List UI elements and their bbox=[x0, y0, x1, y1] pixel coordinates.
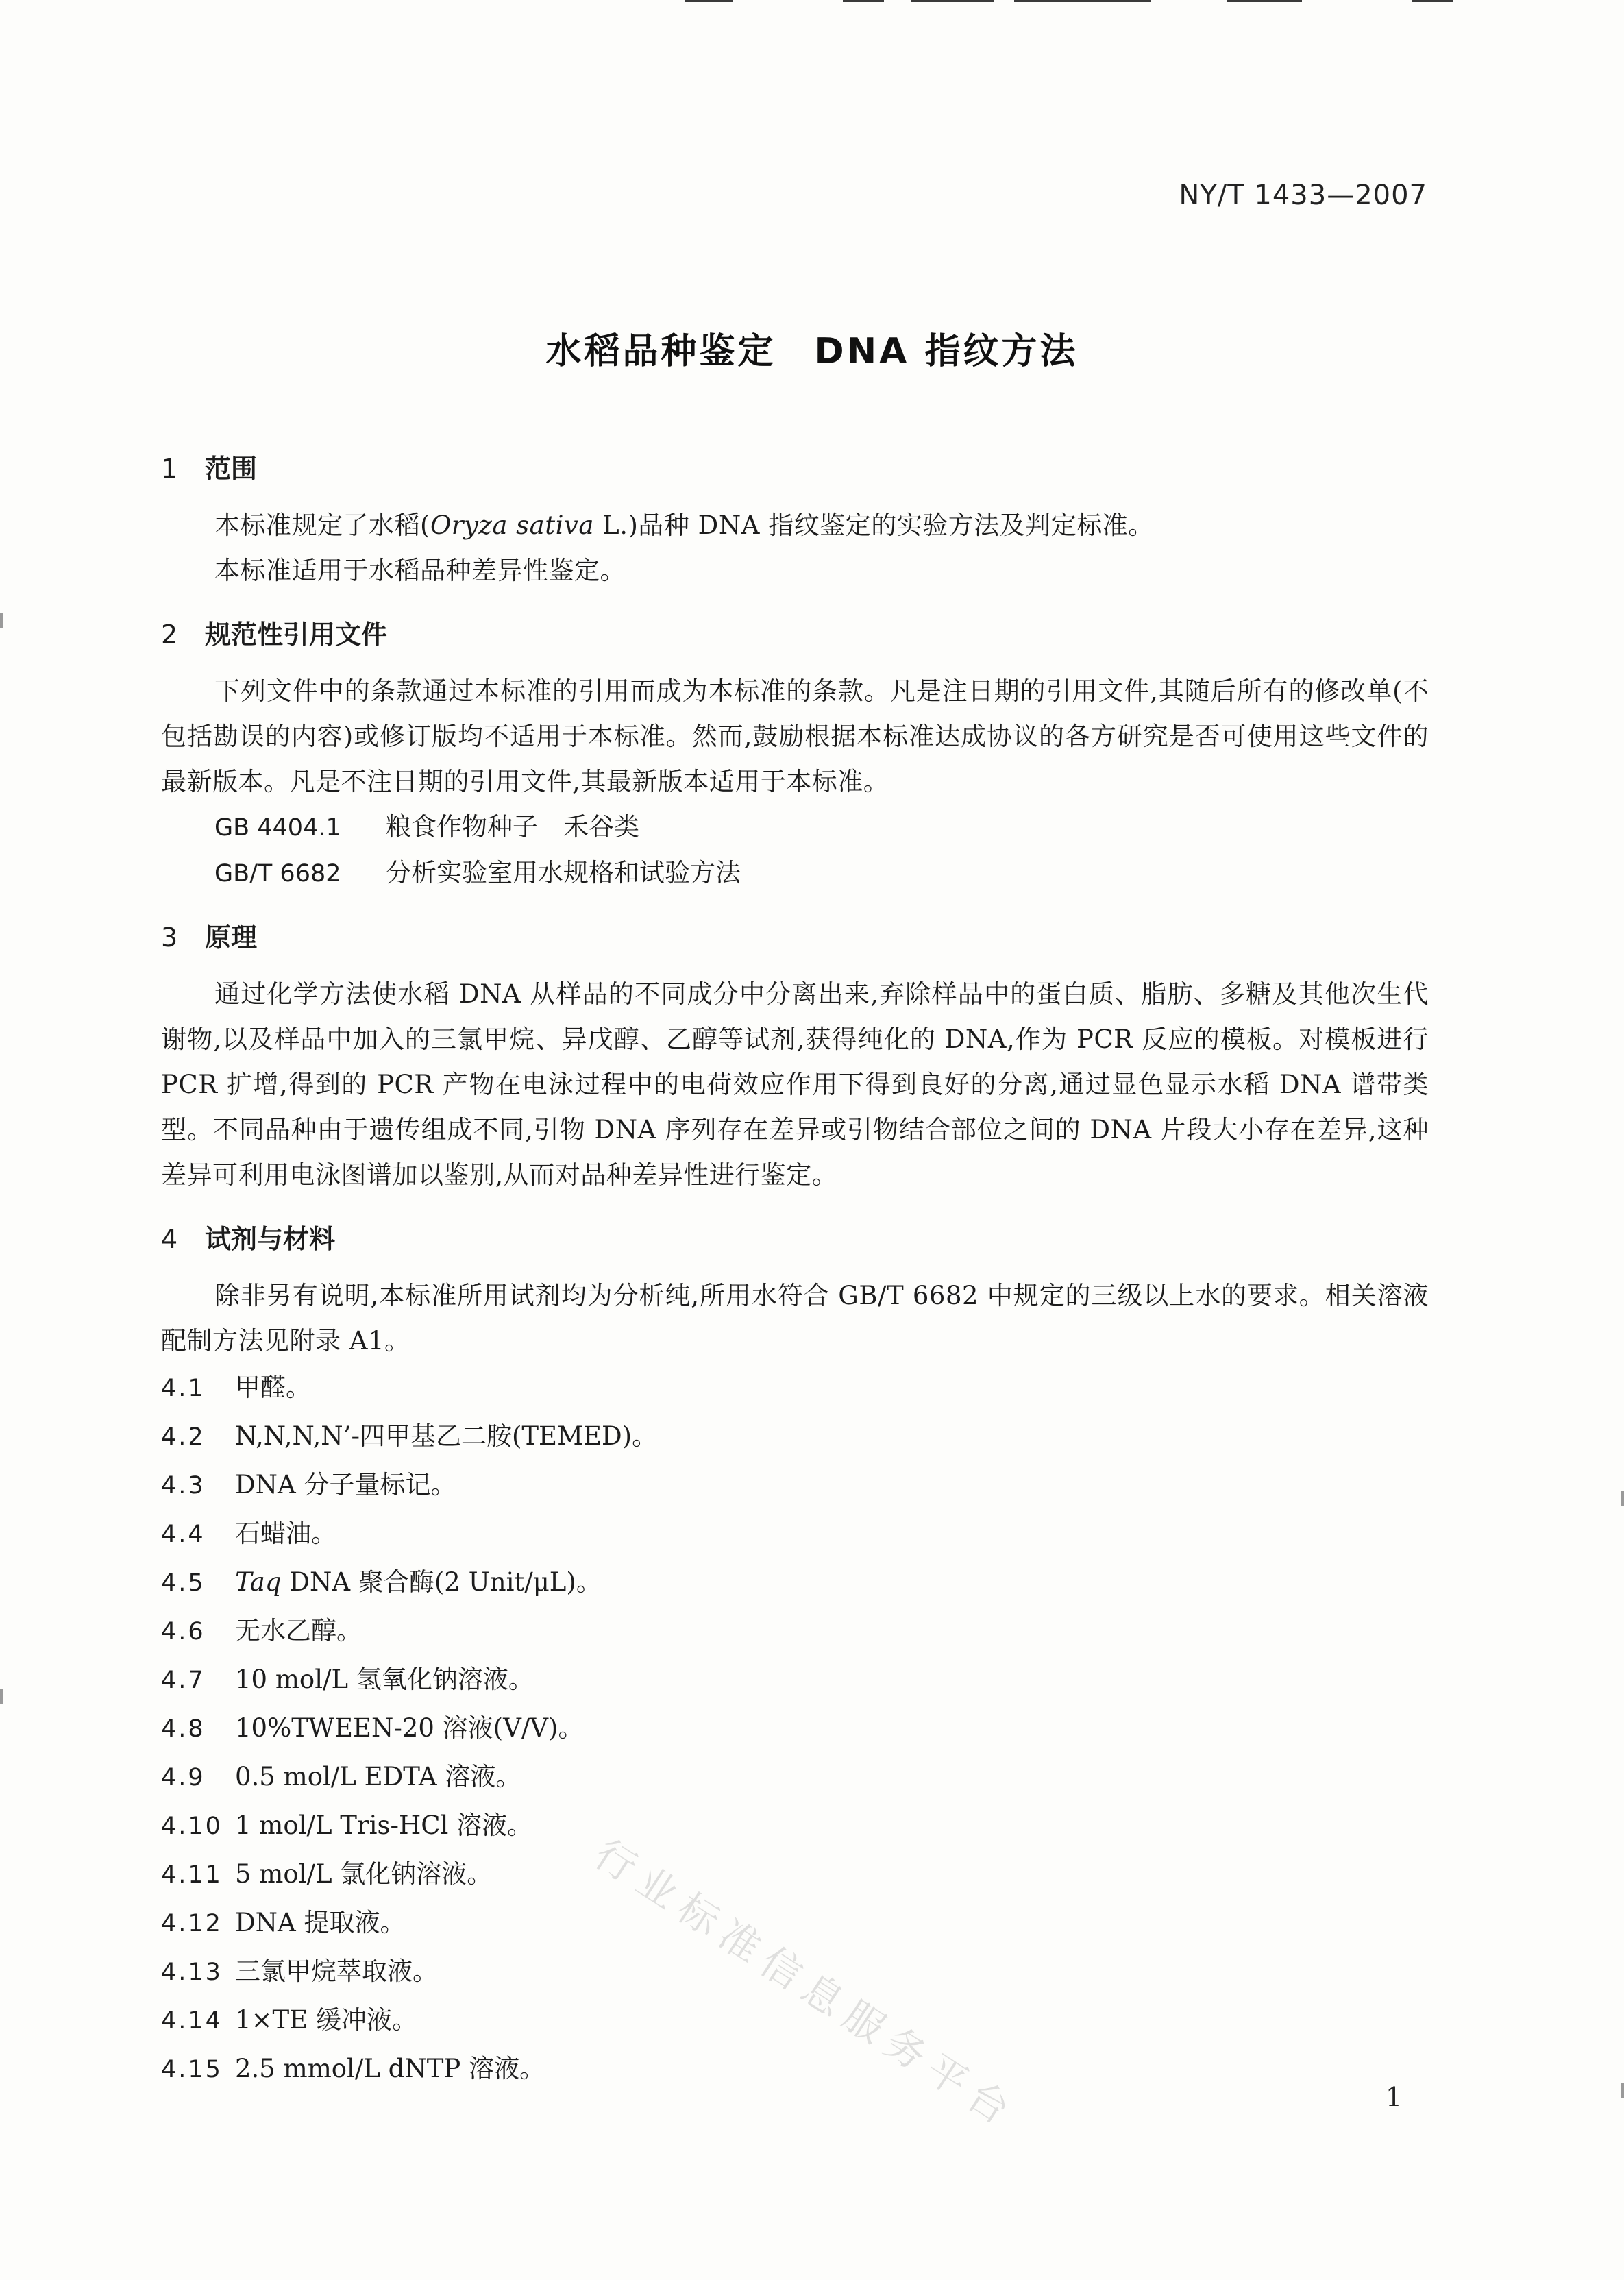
item-number: 4.1 bbox=[161, 1375, 206, 1402]
item-text: Taq DNA 聚合酶(2 Unit/μL)。 bbox=[235, 1567, 602, 1597]
item-number: 4.9 bbox=[161, 1764, 206, 1791]
section-number: 4 bbox=[161, 1224, 178, 1254]
item-text: 石蜡油。 bbox=[235, 1519, 336, 1548]
item-text: 10%TWEEN-20 溶液(V/V)。 bbox=[235, 1713, 584, 1743]
top-scan-mark bbox=[843, 0, 884, 2]
item-number: 4.8 bbox=[161, 1715, 206, 1743]
item-text: 2.5 mmol/L dNTP 溶液。 bbox=[235, 2054, 545, 2083]
item-number: 4.13 bbox=[161, 1959, 223, 1986]
paragraph: 通过化学方法使水稻 DNA 从样品的不同成分中分离出来,弃除样品中的蛋白质、脂肪、多糖及其他次生代谢物,以及样品中加入的三氯甲烷、异戊醇、乙醇等试剂,获得纯化的 DNA,作为 PCR 反应的模板。对模板进行 PCR 扩增,得到的 PCR 产物在电泳过程中的电荷效应作用下得到良好的分离,通过显色显示水稻 DNA 谱带类型。不同品种由于遗传组成不同,引物 DNA 序列存在差异或引物结合部位之间的 DNA 片段大小存在差异,这种差异可利用电泳图谱加以鉴别,从而对品种差异性进行鉴定。 bbox=[161, 979, 1429, 1190]
section-heading bbox=[161, 448, 1429, 489]
reference-code: GB/T 6682 bbox=[214, 860, 341, 887]
edge-scan-mark bbox=[0, 613, 3, 628]
section-heading bbox=[161, 917, 1429, 958]
paragraph: 下列文件中的条款通过本标准的引用而成为本标准的条款。凡是注日期的引用文件,其随后所有的修改单(不包括勘误的内容)或修订版均不适用于本标准。然而,鼓励根据本标准达成协议的各方研究是否可使用这些文件的最新版本。凡是不注日期的引用文件,其最新版本适用于本标准。 bbox=[161, 676, 1429, 796]
item-text: 10 mol/L 氢氧化钠溶液。 bbox=[235, 1665, 534, 1694]
list-item bbox=[161, 1558, 1429, 1607]
section-title: 试剂与材料 bbox=[205, 1224, 336, 1254]
reference-item bbox=[161, 850, 1429, 896]
list-item bbox=[161, 1461, 1429, 1510]
reference-title: 粮食作物种子 禾谷类 bbox=[386, 812, 639, 842]
edge-scan-mark bbox=[1621, 1491, 1624, 1506]
section-principle bbox=[161, 917, 1429, 1198]
item-number: 4.14 bbox=[161, 2007, 223, 2035]
list-item bbox=[161, 1802, 1429, 1850]
top-scan-mark bbox=[685, 0, 733, 2]
item-number: 4.10 bbox=[161, 1813, 223, 1840]
item-number: 4.12 bbox=[161, 1910, 223, 1937]
document-body bbox=[161, 448, 1429, 2094]
list-item bbox=[161, 1753, 1429, 1802]
section-title: 范围 bbox=[205, 454, 258, 484]
section-number: 3 bbox=[161, 922, 178, 953]
item-number: 4.11 bbox=[161, 1861, 223, 1889]
item-number: 4.7 bbox=[161, 1667, 206, 1694]
top-scan-mark bbox=[1227, 0, 1302, 2]
section-scope bbox=[161, 448, 1429, 593]
paragraph: 本标准规定了水稻(Oryza sativa L.)品种 DNA 指纹鉴定的实验方法及判定标准。 bbox=[214, 511, 1154, 540]
item-text: 0.5 mol/L EDTA 溶液。 bbox=[235, 1762, 521, 1791]
item-text: 无水乙醇。 bbox=[235, 1616, 362, 1645]
section-heading bbox=[161, 1218, 1429, 1260]
item-number: 4.6 bbox=[161, 1618, 206, 1645]
item-number: 4.15 bbox=[161, 2056, 223, 2083]
item-text: 三氯甲烷萃取液。 bbox=[235, 1957, 438, 1986]
section-number: 1 bbox=[161, 454, 178, 484]
list-item bbox=[161, 1364, 1429, 1412]
item-number: 4.5 bbox=[161, 1569, 206, 1597]
page-number: 1 bbox=[1386, 2082, 1403, 2112]
list-item bbox=[161, 1850, 1429, 1899]
reference-item bbox=[161, 805, 1429, 850]
section-normative-references bbox=[161, 614, 1429, 896]
top-scan-mark bbox=[1412, 0, 1453, 2]
section-heading bbox=[161, 614, 1429, 655]
item-text: N,N,N,N’-四甲基乙二胺(TEMED)。 bbox=[235, 1421, 658, 1451]
item-text: 1 mol/L Tris-HCl 溶液。 bbox=[235, 1811, 533, 1840]
watermark-text: 行业标准信息服务平台 bbox=[586, 1830, 1026, 2139]
item-number: 4.3 bbox=[161, 1472, 206, 1499]
top-scan-mark bbox=[1014, 0, 1151, 2]
reference-title: 分析实验室用水规格和试验方法 bbox=[386, 858, 741, 887]
section-title: 规范性引用文件 bbox=[205, 620, 388, 650]
item-text: 5 mol/L 氯化钠溶液。 bbox=[235, 1859, 493, 1889]
item-text: DNA 分子量标记。 bbox=[235, 1470, 456, 1499]
standard-code: NY/T 1433—2007 bbox=[1179, 180, 1427, 211]
section-number: 2 bbox=[161, 620, 178, 650]
item-text: 1×TE 缓冲液。 bbox=[235, 2005, 417, 2035]
list-item bbox=[161, 1510, 1429, 1558]
top-scan-mark bbox=[911, 0, 994, 2]
list-item bbox=[161, 2045, 1429, 2094]
item-number: 4.4 bbox=[161, 1521, 206, 1548]
edge-scan-mark bbox=[1621, 2083, 1624, 2098]
reference-code: GB 4404.1 bbox=[214, 814, 341, 842]
paragraph: 除非另有说明,本标准所用试剂均为分析纯,所用水符合 GB/T 6682 中规定的三级以上水的要求。相关溶液配制方法见附录 A1。 bbox=[161, 1281, 1429, 1356]
list-item bbox=[161, 1704, 1429, 1753]
edge-scan-mark bbox=[0, 1689, 3, 1704]
item-number: 4.2 bbox=[161, 1423, 206, 1451]
document-title: 水稻品种鉴定 DNA 指纹方法 bbox=[545, 331, 1079, 372]
paragraph: 本标准适用于水稻品种差异性鉴定。 bbox=[214, 556, 626, 585]
list-item bbox=[161, 1607, 1429, 1656]
list-item bbox=[161, 1412, 1429, 1461]
item-text: 甲醛。 bbox=[235, 1373, 311, 1402]
section-title: 原理 bbox=[205, 922, 258, 953]
item-text: DNA 提取液。 bbox=[235, 1908, 406, 1937]
list-item bbox=[161, 1656, 1429, 1704]
